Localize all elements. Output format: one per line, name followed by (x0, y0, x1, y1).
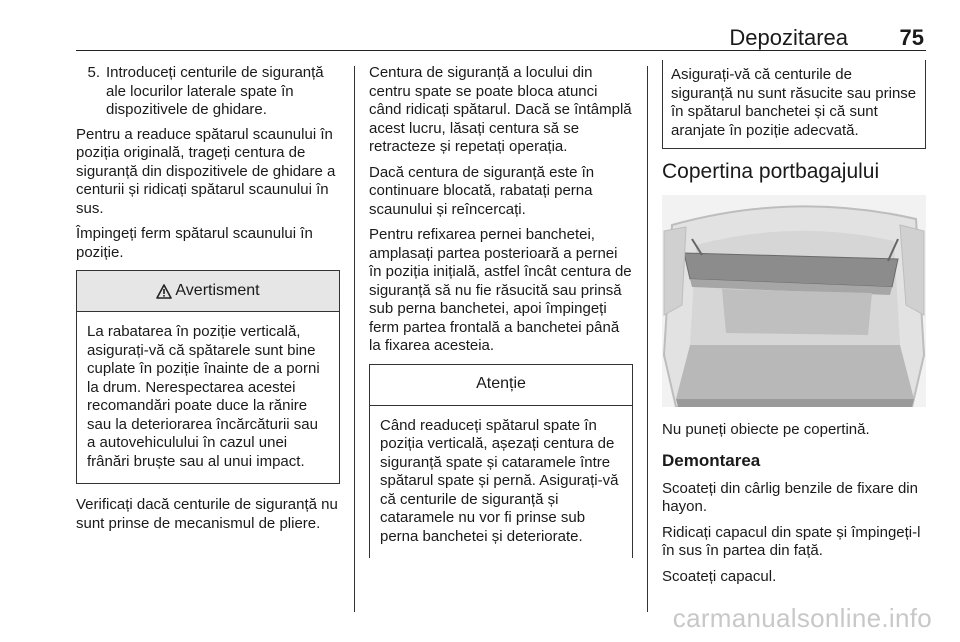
caution-box (369, 364, 633, 559)
paragraph: Centura de siguranță a locului din centru spate se poate bloca atunci când ridicați spătarul. Dacă se întâmplă acest lucru, lăsați centura să se retracteze și repetați operația. (369, 64, 632, 155)
paragraph: Verificați dacă centurile de siguranță nu sunt prinse de mecanismul de pliere. (76, 496, 338, 532)
caution-title: Atenție (476, 375, 526, 393)
column-right (662, 66, 926, 593)
page-number: 75 (899, 25, 924, 50)
note-box-continued: Asigurați-vă că centurile de siguranță nu sunt răsucite sau prinse în spătarul banchetei și că sunt aranjate în poziție adecvată. (662, 60, 926, 149)
warning-box (76, 270, 340, 484)
paragraph: Scoateți din cârlig benzile de fixare din hayon. (662, 479, 918, 515)
subsection-title: Demontarea (662, 450, 761, 470)
section-title: Copertina portbagajului (662, 160, 880, 183)
page-header (76, 26, 926, 51)
warning-header (77, 271, 339, 312)
chapter-title: Depozitarea (729, 25, 848, 50)
warning-triangle-icon (156, 284, 172, 299)
cargo-cover-photo (662, 195, 926, 407)
step-item (76, 64, 340, 120)
caution-header (370, 365, 632, 406)
column-left (76, 64, 340, 540)
column-middle (369, 64, 633, 570)
paragraph: Pentru a readuce spătarul scaunului în poziția originală, trageți centura de siguranță din dispozitivele de ghidare a centurii și ridicați spătarul scaunului în sus. (76, 125, 336, 217)
caution-body: Când readuceți spătarul spate în poziția verticală, așezați centura de siguranță spate și cataramele între spătarul spate și pernă. Asigurați-vă că centurile de siguranță și cataramele nu vor fi prinse sub perna banchetei și deteriorate. (380, 416, 619, 545)
paragraph: Împingeți ferm spătarul scaunului în poziție. (76, 225, 313, 261)
trunk-illustration (662, 195, 926, 407)
warning-title: Avertisment (175, 281, 260, 299)
paragraph: Pentru refixarea pernei banchetei, amplasați partea posterioară a pernei în poziția inițială, astfel încât centura de siguranță să nu fie răsucită sau prinsă sub perna banchetei, apoi împingeți ferm partea frontală a banchetei până la fixarea acesteia. (369, 226, 632, 354)
step-text: Introduceți centurile de siguranță ale locurilor laterale spate în dispozitivele de ghidare. (106, 64, 324, 118)
paragraph: Scoateți capacul. (662, 567, 777, 585)
step-number: 5. (87, 64, 100, 81)
watermark: carmanualsonline.info (672, 603, 932, 633)
paragraph: Dacă centura de siguranță este în continuare blocată, rabatați perna scaunului și reîncercați. (369, 163, 595, 218)
column-divider-left (354, 66, 355, 612)
paragraph: Ridicați capacul din spate și împingeți-l în sus în partea din față. (662, 523, 921, 559)
warning-body: La rabatarea în poziție verticală, asigurați-vă că spătarele sunt bine cuplate în poziție înainte de a porni la drum. Nerespectarea acestei recomandări poate duce la rănire sau la deteriorarea încărcăturii sau a autovehiculului în cazul unei frânări bruște sau al unui impact. (87, 323, 320, 470)
column-divider-right (647, 66, 648, 612)
paragraph: Nu puneți obiecte pe copertină. (662, 421, 870, 438)
